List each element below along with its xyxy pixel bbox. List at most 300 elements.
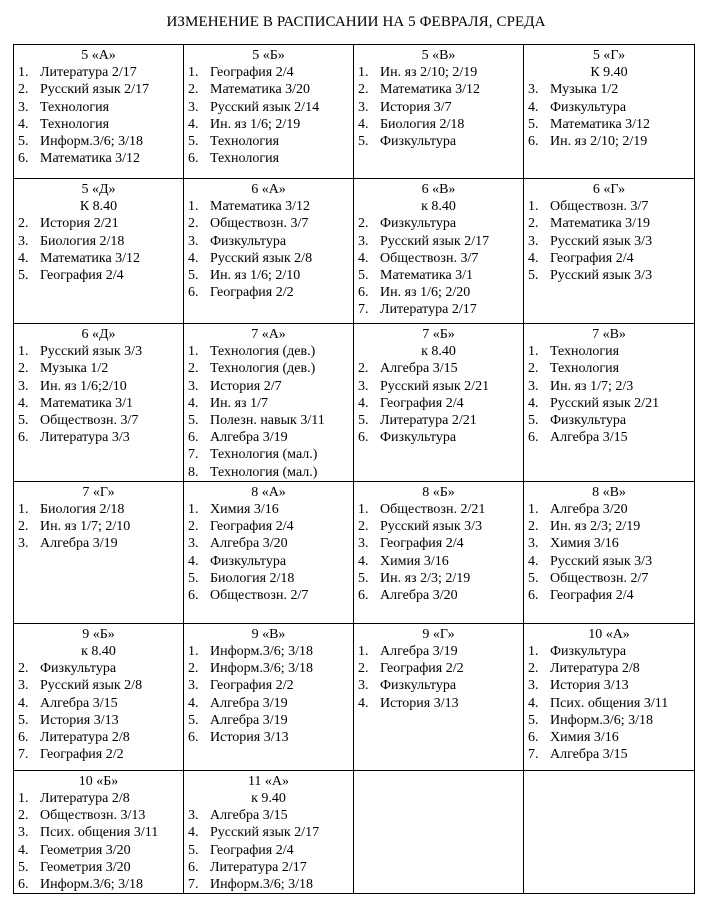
lesson-number: 2.: [18, 216, 29, 232]
lesson-number: 6.: [188, 285, 199, 301]
lesson-subject: Русский язык 3/3: [550, 233, 653, 249]
lesson-number: 1.: [528, 502, 539, 518]
lesson-number: 4.: [528, 99, 539, 115]
lesson-subject: Технология (мал.): [210, 464, 318, 480]
lesson-subject: Технология (мал.): [210, 447, 318, 463]
lesson-item: [188, 859, 349, 876]
class-cell: [524, 623, 695, 770]
lesson-subject: Информ.3/6; 3/18: [210, 661, 313, 677]
lesson-number: 1.: [188, 644, 199, 660]
class-cell-content: [524, 179, 694, 284]
lesson-number: 7.: [528, 747, 539, 763]
lesson-number: 5.: [528, 570, 539, 586]
lesson-number: 3.: [188, 536, 199, 552]
lesson-subject: Полезн. навык 3/11: [210, 413, 325, 429]
lesson-subject: География 2/2: [380, 661, 464, 677]
lesson-item: [358, 570, 519, 587]
lesson-item: [528, 395, 690, 412]
lesson-number: 4.: [528, 250, 539, 266]
class-name: 7 «В»: [592, 327, 626, 342]
lesson-item: [528, 746, 690, 763]
lesson-number: 4.: [188, 250, 199, 266]
lesson-item: [18, 250, 179, 267]
lesson-number: 1.: [18, 502, 29, 518]
lesson-number: 6.: [358, 430, 369, 446]
class-cell-content: [184, 179, 353, 301]
lesson-item: [188, 150, 349, 167]
lesson-item: [188, 660, 349, 677]
class-cell-content: [354, 179, 523, 319]
lesson-item: [18, 64, 179, 81]
lesson-subject: Информ.3/6; 3/18: [210, 877, 313, 893]
lesson-item: [528, 412, 690, 429]
lesson-subject: География 2/2: [210, 285, 294, 301]
lesson-subject: Алгебра 3/15: [40, 695, 118, 711]
class-name: 8 «А»: [251, 484, 286, 500]
lesson-number: 5.: [18, 859, 29, 875]
lesson-number: 1.: [528, 344, 539, 360]
lesson-subject: Ин. яз 1/6; 2/20: [380, 285, 471, 301]
lesson-number: 5.: [528, 413, 539, 429]
lesson-subject: Русский язык 3/3: [550, 553, 653, 569]
lesson-item: [188, 446, 349, 463]
lesson-subject: История 3/13: [380, 695, 459, 711]
lesson-subject: Музыка 1/2: [550, 82, 619, 98]
lesson-number: 3.: [18, 233, 29, 249]
class-cell: [354, 324, 524, 482]
lesson-item: [528, 343, 690, 360]
lesson-subject: Ин. яз 1/7: [210, 395, 268, 411]
lesson-item: [188, 99, 349, 116]
lesson-number: 4.: [528, 553, 539, 569]
lesson-subject: Физкультура: [550, 644, 627, 660]
lesson-item: [528, 587, 690, 604]
lesson-subject: Обществозн. 2/7: [210, 588, 309, 604]
lesson-number: 3.: [528, 536, 539, 552]
lesson-item: [18, 267, 179, 284]
class-cell-content: [524, 324, 694, 446]
lesson-subject: Физкультура: [550, 99, 627, 115]
lesson-number: 2.: [528, 519, 539, 535]
lesson-item: [18, 150, 179, 167]
lesson-subject: Обществозн. 2/7: [550, 570, 649, 586]
lesson-item: [188, 215, 349, 232]
lesson-subject: География 2/4: [40, 268, 124, 284]
lesson-subject: Технология (дев.): [210, 361, 316, 377]
schedule-table: [13, 44, 695, 894]
lesson-item: [528, 660, 690, 677]
lesson-item: [18, 360, 179, 377]
class-name: 11 «А»: [247, 773, 290, 789]
class-cell: [354, 481, 524, 623]
lesson-item: [18, 660, 179, 677]
lesson-subject: Литература 2/17: [380, 302, 477, 318]
lesson-subject: Химия 3/16: [380, 553, 449, 569]
lesson-number: 4.: [528, 395, 539, 411]
class-start-time: К 9.40: [590, 65, 628, 81]
lesson-subject: Русский язык 2/17: [380, 233, 490, 249]
lesson-number: 2.: [188, 361, 199, 377]
schedule-row: [14, 770, 695, 893]
lesson-item: [358, 501, 519, 518]
class-start-time: К 8.40: [79, 199, 118, 215]
lesson-item: [188, 133, 349, 150]
class-cell: [354, 179, 524, 324]
class-cell-content: [184, 624, 353, 746]
lesson-item: [358, 116, 519, 133]
class-cell-content: [354, 624, 523, 712]
lesson-item: [188, 343, 349, 360]
lesson-number: 3.: [528, 82, 539, 98]
lesson-subject: Алгебра 3/19: [40, 536, 118, 552]
class-cell: [524, 481, 695, 623]
lesson-subject: Ин. яз 1/6; 2/10: [210, 268, 301, 284]
lesson-subject: География 2/4: [550, 250, 634, 266]
lesson-number: 6.: [18, 730, 29, 746]
lesson-number: 5.: [188, 268, 199, 284]
lesson-number: 2.: [528, 661, 539, 677]
lesson-subject: Обществозн. 2/21: [380, 502, 486, 518]
class-name: 5 «Б»: [252, 48, 285, 63]
lesson-number: 3.: [358, 233, 369, 249]
lesson-subject: Математика 3/12: [380, 82, 481, 98]
lesson-number: 2.: [188, 82, 199, 98]
schedule-row: [14, 623, 695, 770]
lesson-item: [358, 360, 519, 377]
lesson-number: 1.: [528, 199, 539, 215]
lesson-subject: Математика 3/20: [210, 82, 311, 98]
lesson-number: 2.: [18, 82, 29, 98]
lesson-item: [358, 695, 519, 712]
lesson-subject: Физкультура: [380, 678, 457, 694]
class-name: 8 «Б»: [422, 484, 455, 500]
lesson-item: [528, 429, 690, 446]
lesson-number: 3.: [188, 378, 199, 394]
lesson-number: 2.: [528, 216, 539, 232]
lesson-subject: Математика 3/12: [210, 199, 311, 215]
lesson-subject: Математика 3/1: [380, 268, 474, 284]
lesson-item: [358, 215, 519, 232]
lesson-item: [528, 712, 690, 729]
class-name: 9 «Г»: [422, 626, 455, 642]
lesson-number: 4.: [358, 116, 369, 132]
class-name: 6 «Г»: [592, 182, 626, 197]
lesson-item: [528, 553, 690, 570]
lesson-subject: Ин. яз 1/6;2/10: [40, 378, 127, 394]
lesson-subject: Математика 3/12: [40, 250, 141, 266]
lesson-subject: Русский язык 2/8: [40, 678, 143, 694]
lesson-item: [188, 64, 349, 81]
lesson-number: 4.: [18, 842, 29, 858]
class-cell-content: [14, 324, 183, 446]
lesson-item: [18, 99, 179, 116]
lesson-item: [188, 553, 349, 570]
lesson-number: 4.: [188, 553, 199, 569]
class-name: 7 «Г»: [82, 484, 115, 500]
lesson-subject: Алгебра 3/19: [210, 695, 288, 711]
lesson-number: 3.: [358, 378, 369, 394]
lesson-subject: Физкультура: [380, 134, 457, 150]
lesson-subject: Алгебра 3/15: [380, 361, 458, 377]
lesson-item: [528, 501, 690, 518]
lesson-subject: История 3/13: [210, 730, 289, 746]
class-name: 5 «А»: [81, 48, 116, 63]
lesson-number: 3.: [18, 99, 29, 115]
lesson-number: 3.: [188, 99, 199, 115]
lesson-number: 1.: [18, 791, 29, 807]
class-cell-content: [184, 482, 353, 604]
class-start-time: к 9.40: [251, 791, 286, 807]
lesson-item: [528, 116, 690, 133]
lesson-subject: Биология 2/18: [40, 502, 125, 518]
lesson-item: [18, 343, 179, 360]
lesson-subject: Литература 2/17: [210, 859, 307, 875]
lesson-subject: Литература 2/8: [40, 730, 130, 746]
lesson-subject: Обществозн. 3/7: [210, 216, 309, 232]
empty-cell: [524, 770, 695, 893]
lesson-number: 4.: [18, 250, 29, 266]
lesson-subject: Алгебра 3/15: [210, 808, 288, 824]
lesson-item: [528, 81, 690, 98]
lesson-number: 3.: [358, 536, 369, 552]
lesson-subject: Информ.3/6; 3/18: [550, 712, 653, 728]
lesson-subject: Технология: [550, 361, 620, 377]
lesson-number: 2.: [18, 519, 29, 535]
lesson-number: 5.: [188, 842, 199, 858]
lesson-item: [358, 643, 519, 660]
class-cell-content: [184, 45, 353, 167]
lesson-subject: Биология 2/18: [40, 233, 125, 249]
lesson-subject: Технология: [210, 134, 280, 150]
lesson-item: [188, 250, 349, 267]
lesson-number: 2.: [188, 519, 199, 535]
class-cell: [184, 324, 354, 482]
lesson-item: [528, 360, 690, 377]
lesson-item: [188, 284, 349, 301]
class-name: 5 «Д»: [81, 182, 116, 197]
lesson-number: 5.: [18, 268, 29, 284]
lesson-subject: Технология: [210, 151, 280, 167]
lesson-number: 2.: [18, 361, 29, 377]
lesson-item: [358, 267, 519, 284]
class-name: 9 «Б»: [82, 626, 115, 642]
lesson-subject: Алгебра 3/19: [210, 712, 288, 728]
schedule-row: [14, 481, 695, 623]
class-name: 6 «Д»: [81, 327, 116, 342]
lesson-item: [18, 729, 179, 746]
lesson-number: 5.: [528, 712, 539, 728]
lesson-number: 2.: [18, 661, 29, 677]
class-start-time: к 8.40: [421, 199, 456, 215]
class-cell: [184, 179, 354, 324]
lesson-number: 2.: [18, 808, 29, 824]
lesson-number: 3.: [18, 378, 29, 394]
lesson-number: 5.: [358, 134, 369, 150]
lesson-subject: Музыка 1/2: [40, 361, 109, 377]
lesson-number: 6.: [528, 134, 539, 150]
lesson-item: [528, 695, 690, 712]
lesson-subject: Физкультура: [210, 233, 287, 249]
lesson-subject: Обществозн. 3/13: [40, 808, 146, 824]
lesson-item: [18, 695, 179, 712]
lesson-item: [18, 824, 179, 841]
class-cell: [184, 623, 354, 770]
lesson-item: [358, 412, 519, 429]
lesson-number: 1.: [18, 65, 29, 81]
lesson-subject: История 2/7: [210, 378, 282, 394]
lesson-subject: Физкультура: [380, 216, 457, 232]
lesson-subject: Математика 3/12: [550, 116, 651, 132]
lesson-number: 1.: [358, 502, 369, 518]
lesson-subject: Химия 3/16: [210, 502, 279, 518]
lesson-number: 4.: [18, 116, 29, 132]
lesson-item: [18, 746, 179, 763]
lesson-subject: Геометрия 3/20: [40, 859, 131, 875]
lesson-item: [528, 250, 690, 267]
class-name: 6 «В»: [421, 182, 456, 197]
class-cell-content: [14, 482, 183, 553]
lesson-subject: Обществозн. 3/7: [550, 199, 649, 215]
lesson-item: [358, 301, 519, 318]
lesson-number: 5.: [18, 134, 29, 150]
lesson-subject: Алгебра 3/20: [550, 502, 628, 518]
lesson-subject: Ин. яз 2/3; 2/19: [550, 519, 641, 535]
class-name: 7 «А»: [251, 327, 286, 342]
class-cell: [14, 623, 184, 770]
lesson-item: [188, 412, 349, 429]
lesson-subject: История 3/13: [40, 712, 119, 728]
lesson-item: [358, 535, 519, 552]
lesson-number: 2.: [358, 82, 369, 98]
lesson-subject: География 2/4: [380, 536, 464, 552]
lesson-number: 1.: [18, 344, 29, 360]
lesson-item: [358, 133, 519, 150]
class-cell: [354, 623, 524, 770]
lesson-number: 6.: [188, 859, 199, 875]
lesson-number: 5.: [358, 570, 369, 586]
lesson-subject: Литература 3/3: [40, 430, 130, 446]
lesson-item: [18, 842, 179, 859]
lesson-item: [358, 81, 519, 98]
lesson-item: [188, 267, 349, 284]
lesson-item: [188, 360, 349, 377]
lesson-number: 3.: [358, 678, 369, 694]
lesson-item: [188, 643, 349, 660]
lesson-subject: Литература 2/21: [380, 413, 477, 429]
class-cell-content: [354, 482, 523, 604]
lesson-item: [358, 660, 519, 677]
lesson-subject: Ин. яз 2/3; 2/19: [380, 570, 471, 586]
lesson-number: 6.: [188, 151, 199, 167]
lesson-item: [358, 553, 519, 570]
lesson-subject: Обществозн. 3/7: [380, 250, 479, 266]
lesson-item: [18, 712, 179, 729]
lesson-number: 6.: [18, 430, 29, 446]
lesson-number: 2.: [528, 361, 539, 377]
lesson-item: [18, 215, 179, 232]
lesson-item: [18, 233, 179, 250]
lesson-item: [188, 876, 349, 893]
lesson-number: 2.: [358, 361, 369, 377]
class-cell: [524, 324, 695, 482]
lesson-item: [18, 378, 179, 395]
lesson-item: [188, 729, 349, 746]
lesson-subject: Литература 2/8: [550, 661, 640, 677]
lesson-subject: Химия 3/16: [550, 536, 619, 552]
lesson-subject: Алгебра 3/15: [550, 430, 628, 446]
lesson-number: 5.: [528, 268, 539, 284]
class-name: 9 «В»: [251, 626, 286, 642]
lesson-subject: Алгебра 3/19: [210, 430, 288, 446]
lesson-item: [528, 518, 690, 535]
lesson-item: [18, 412, 179, 429]
lesson-subject: Ин. яз 1/7; 2/3: [550, 378, 634, 394]
lesson-item: [188, 570, 349, 587]
lesson-subject: Геометрия 3/20: [40, 842, 131, 858]
lesson-item: [18, 807, 179, 824]
lesson-number: 6.: [528, 730, 539, 746]
lesson-subject: Информ.3/6; 3/18: [210, 644, 313, 660]
lesson-number: 2.: [358, 661, 369, 677]
lesson-item: [188, 501, 349, 518]
lesson-subject: Физкультура: [40, 661, 117, 677]
lesson-subject: География 2/4: [210, 65, 294, 81]
lesson-item: [358, 64, 519, 81]
class-cell-content: [14, 179, 183, 284]
lesson-item: [528, 643, 690, 660]
lesson-number: 4.: [18, 695, 29, 711]
lesson-item: [188, 587, 349, 604]
class-cell: [14, 770, 184, 893]
lesson-subject: Математика 3/12: [40, 151, 141, 167]
lesson-subject: Технология: [550, 344, 620, 360]
lesson-item: [188, 518, 349, 535]
lesson-subject: Псих. общения 3/11: [550, 695, 669, 711]
class-cell-content: [354, 45, 523, 150]
document-title: ИЗМЕНЕНИЕ В РАСПИСАНИИ НА 5 ФЕВРАЛЯ, СРЕДА: [166, 14, 546, 30]
lesson-number: 5.: [358, 268, 369, 284]
class-start-time: к 8.40: [421, 344, 456, 360]
lesson-number: 1.: [188, 502, 199, 518]
lesson-item: [528, 198, 690, 215]
class-cell-content: [524, 624, 694, 764]
lesson-item: [188, 81, 349, 98]
lesson-item: [18, 876, 179, 893]
lesson-subject: Русский язык 2/14: [210, 99, 320, 115]
class-name: 8 «В»: [592, 484, 626, 500]
lesson-item: [528, 570, 690, 587]
lesson-number: 7.: [358, 302, 369, 318]
lesson-item: [188, 842, 349, 859]
lesson-item: [528, 133, 690, 150]
class-cell: [14, 324, 184, 482]
class-cell-content: [184, 324, 353, 481]
lesson-number: 4.: [358, 695, 369, 711]
lesson-item: [358, 395, 519, 412]
lesson-item: [188, 807, 349, 824]
lesson-subject: Русский язык 2/21: [550, 395, 660, 411]
lesson-number: 5.: [188, 413, 199, 429]
lesson-item: [358, 378, 519, 395]
class-cell: [524, 179, 695, 324]
lesson-item: [188, 695, 349, 712]
schedule-row: [14, 324, 695, 482]
lesson-number: 6.: [188, 730, 199, 746]
lesson-item: [18, 790, 179, 807]
lesson-subject: Алгебра 3/15: [550, 747, 628, 763]
lesson-number: 6.: [528, 588, 539, 604]
lesson-item: [188, 429, 349, 446]
